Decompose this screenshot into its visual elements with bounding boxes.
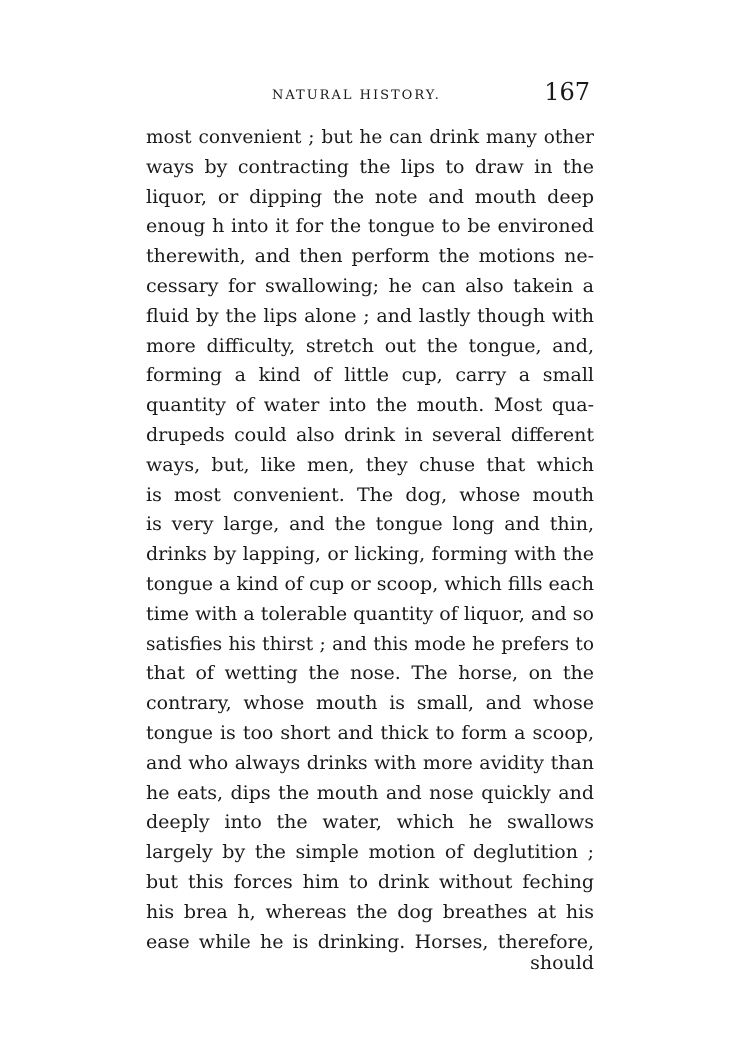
text-line: deeply into the water, which he swallows [146,811,594,834]
text-line: ways by contracting the lips to draw in the [146,155,594,178]
text-line: liquor, or dipping the note and mouth deep [146,185,594,208]
text-line: tongue is too short and thick to form a scoop, [146,721,594,744]
running-title: NATURAL HISTORY. [272,88,441,103]
text-line: cessary for swallowing; he can also takein a [146,274,594,297]
text-line: fluid by the lips alone ; and lastly though with [146,304,594,327]
text-line: his brea h, whereas the dog breathes at his [146,900,594,923]
text-line: ease while he is drinking. Horses, therefore, [146,930,594,953]
text-line: that of wetting the nose. The horse, on the [146,662,594,685]
running-head [148,78,594,110]
text-line: he eats, dips the mouth and nose quickly and [146,781,594,804]
text-line: drinks by lapping, or licking, forming with the [146,543,594,566]
text-line: but this forces him to drink without feching [146,870,594,893]
text-line: contrary, whose mouth is small, and whose [146,692,594,715]
text-line: time with a tolerable quantity of liquor, and so [146,602,594,625]
text-line: tongue a kind of cup or scoop, which fills each [146,572,594,595]
text-line: enoug h into it for the tongue to be environed [146,215,594,238]
text-line: largely by the simple motion of deglutition ; [146,841,594,864]
text-line: therewith, and then perform the motions ne- [146,245,594,268]
text-line: most convenient ; but he can drink many other [146,127,594,148]
text-line: quantity of water into the mouth. Most qua- [146,394,594,417]
text-line: satisfies his thirst ; and this mode he prefers to [146,633,594,655]
text-line: is very large, and the tongue long and thin, [146,513,594,536]
text-line: and who always drinks with more avidity than [146,751,594,774]
text-line: is most convenient. The dog, whose mouth [146,483,594,506]
text-line: forming a kind of little cup, carry a small [146,364,594,387]
page-number: 167 [544,78,590,106]
catchword: should [530,952,594,974]
text-line: ways, but, like men, they chuse that which [146,453,594,476]
text-line: drupeds could also drink in several different [146,423,594,446]
text-line: more difficulty, stretch out the tongue, and, [146,334,594,357]
body-text [146,123,594,957]
